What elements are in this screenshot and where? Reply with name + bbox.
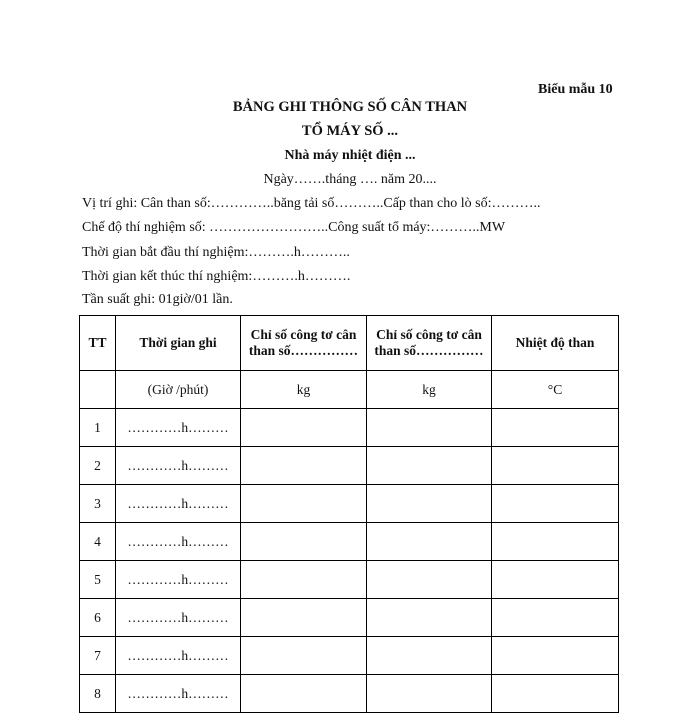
row-number: 4 — [80, 523, 116, 561]
row-meter-2-cell[interactable] — [367, 599, 492, 637]
row-temperature-cell[interactable] — [492, 637, 619, 675]
form-code: Biểu mẫu 10 — [538, 82, 613, 97]
row-meter-1-cell[interactable] — [241, 675, 367, 713]
row-temperature-cell[interactable] — [492, 447, 619, 485]
date-line: Ngày…….tháng …. năm 20.... — [263, 172, 437, 187]
row-number: 2 — [80, 447, 116, 485]
unit-time: (Giờ /phút) — [116, 371, 241, 409]
document-title: BẢNG GHI THÔNG SỐ CÂN THAN — [232, 99, 468, 115]
frequency-line: Tần suất ghi: 01giờ/01 lần. — [82, 292, 233, 307]
row-time[interactable]: …………h……… — [116, 675, 241, 713]
table-unit-row — [80, 371, 619, 409]
row-number: 1 — [80, 409, 116, 447]
row-temperature-cell[interactable] — [492, 485, 619, 523]
unit-tt — [80, 371, 116, 409]
row-temperature-cell[interactable] — [492, 561, 619, 599]
table-row — [80, 599, 619, 637]
unit-meter-2: kg — [367, 371, 492, 409]
row-time[interactable]: …………h……… — [116, 637, 241, 675]
header-meter-2: Chỉ số công tơ cân than số…………… — [367, 316, 492, 371]
table-row — [80, 447, 619, 485]
row-time[interactable]: …………h……… — [116, 599, 241, 637]
table-header-row — [80, 316, 619, 371]
row-meter-2-cell[interactable] — [367, 675, 492, 713]
row-meter-1-cell[interactable] — [241, 561, 367, 599]
row-time[interactable]: …………h……… — [116, 561, 241, 599]
table-row — [80, 675, 619, 713]
row-temperature-cell[interactable] — [492, 409, 619, 447]
row-meter-2-cell[interactable] — [367, 637, 492, 675]
unit-temperature: °C — [492, 371, 619, 409]
header-tt: TT — [80, 316, 116, 371]
plant-name-title: Nhà máy nhiệt điện ... — [284, 148, 416, 163]
row-meter-1-cell[interactable] — [241, 447, 367, 485]
row-number: 7 — [80, 637, 116, 675]
row-meter-1-cell[interactable] — [241, 409, 367, 447]
table-row — [80, 409, 619, 447]
row-time[interactable]: …………h……… — [116, 409, 241, 447]
table-row — [80, 485, 619, 523]
row-meter-1-cell[interactable] — [241, 599, 367, 637]
row-meter-1-cell[interactable] — [241, 485, 367, 523]
table-row — [80, 561, 619, 599]
row-number: 6 — [80, 599, 116, 637]
header-temperature: Nhiệt độ than — [492, 316, 619, 371]
header-time: Thời gian ghi — [116, 316, 241, 371]
row-meter-2-cell[interactable] — [367, 561, 492, 599]
row-meter-2-cell[interactable] — [367, 485, 492, 523]
header-meter-1: Chỉ số công tơ cân than số…………… — [241, 316, 367, 371]
test-mode-line: Chế độ thí nghiệm số: ……………………..Công suất tổ máy:………..MW — [82, 220, 506, 235]
row-number: 8 — [80, 675, 116, 713]
unit-meter-1: kg — [241, 371, 367, 409]
record-location-line: Vị trí ghi: Cân than số:…………..băng tải số………..Cấp than cho lò số:……….. — [82, 196, 541, 211]
row-number: 5 — [80, 561, 116, 599]
row-time[interactable]: …………h……… — [116, 485, 241, 523]
unit-number-title: TỔ MÁY SỐ ... — [301, 123, 399, 139]
row-meter-1-cell[interactable] — [241, 523, 367, 561]
row-temperature-cell[interactable] — [492, 523, 619, 561]
row-meter-2-cell[interactable] — [367, 523, 492, 561]
row-meter-1-cell[interactable] — [241, 637, 367, 675]
row-temperature-cell[interactable] — [492, 675, 619, 713]
row-meter-2-cell[interactable] — [367, 409, 492, 447]
row-time[interactable]: …………h……… — [116, 523, 241, 561]
end-time-line: Thời gian kết thúc thí nghiệm:……….h………. — [82, 269, 351, 284]
row-time[interactable]: …………h……… — [116, 447, 241, 485]
start-time-line: Thời gian bắt đầu thí nghiệm:……….h……….. — [82, 245, 350, 260]
table-row — [80, 637, 619, 675]
measurement-table — [79, 315, 619, 713]
row-meter-2-cell[interactable] — [367, 447, 492, 485]
row-temperature-cell[interactable] — [492, 599, 619, 637]
row-number: 3 — [80, 485, 116, 523]
table-row — [80, 523, 619, 561]
